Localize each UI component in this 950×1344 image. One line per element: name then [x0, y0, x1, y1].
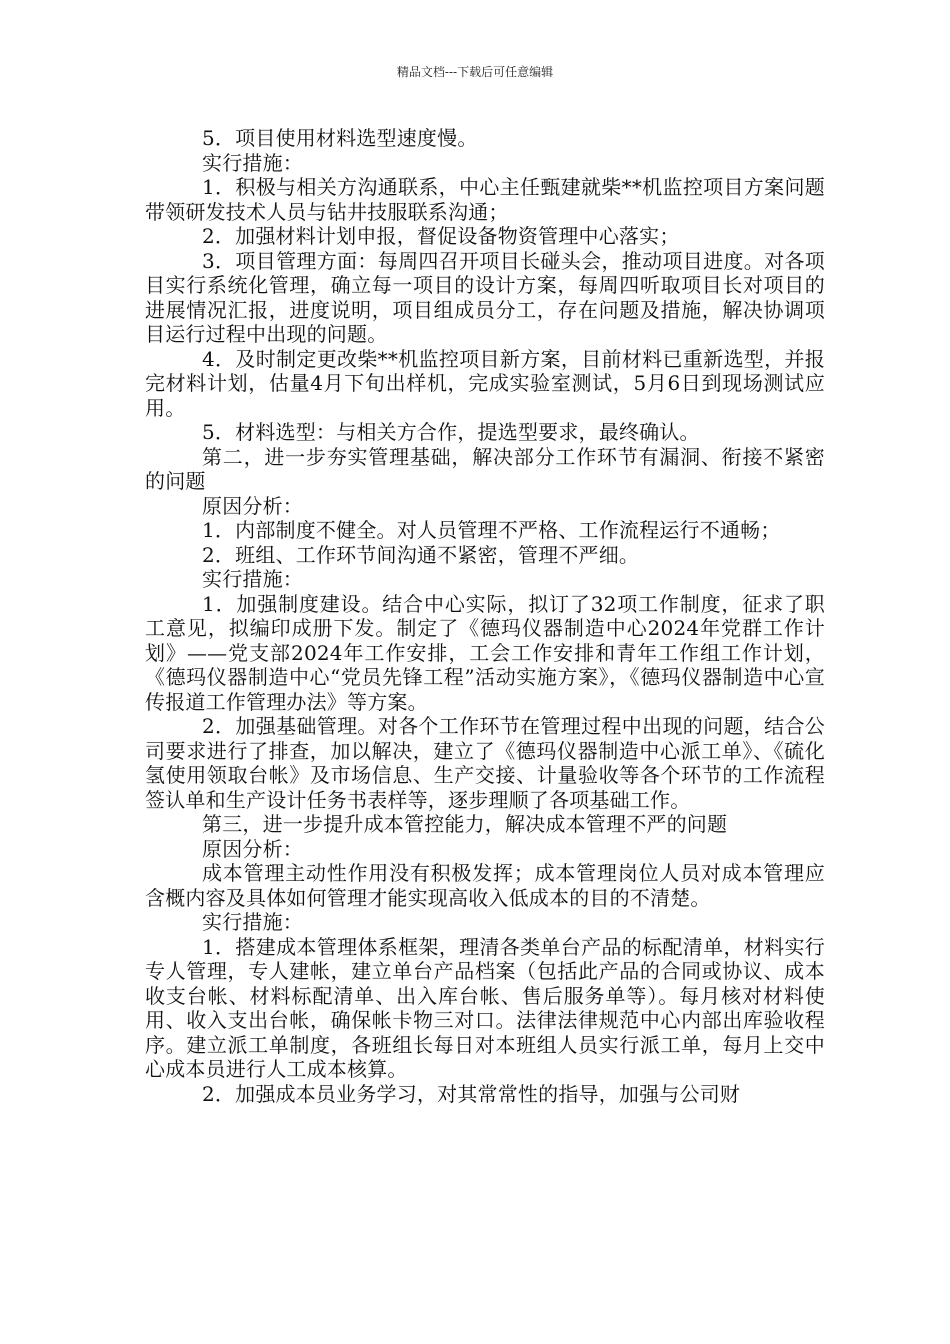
- section-heading: 第三，进一步提升成本管控能力，解决成本管理不严的问题: [202, 812, 728, 836]
- paragraph: 2．班组、工作环节间沟通不紧密，管理不严细。: [202, 542, 640, 567]
- paragraph: 3．项目管理方面：每周四召开项目长碰头会，推动项目进度。对各项目实行系统化管理，确立每一项目的设计方案，每周四听取项目长对项目的进展情况汇报，进度说明，项目组成员分工，存在问题及措施，解决协调项目运行过程中出现的问题。: [145, 248, 825, 346]
- paragraph: 2．加强基础管理。对各个工作环节在管理过程中出现的问题，结合公司要求进行了排查，加以解决，建立了《德玛仪器制造中心派工单》、《硫化氢使用领取台帐》及市场信息、生产交接、计量验收等各个环节的工作流程签认单和生产设计任务书表样等，逐步理顺了各项基础工作。: [145, 714, 825, 812]
- paragraph: 5．项目使用材料选型速度慢。: [202, 126, 478, 150]
- document-body: [145, 126, 825, 1106]
- section-label: 实行措施：: [202, 150, 303, 175]
- paragraph: 1．内部制度不健全。对人员管理不严格、工作流程运行不通畅；: [202, 518, 781, 542]
- paragraph: 成本管理主动性作用没有积极发挥；成本管理岗位人员对成本管理应含概内容及具体如何管理才能实现高收入低成本的目的不清楚。: [145, 861, 825, 910]
- section-heading: 第二，进一步夯实管理基础，解决部分工作环节有漏洞、衔接不紧密的问题: [145, 444, 825, 493]
- paragraph: 5．材料选型：与相关方合作，提选型要求，最终确认。: [202, 420, 700, 444]
- paragraph: 1．加强制度建设。结合中心实际，拟订了32项工作制度，征求了职工意见，拟编印成册下发。制定了《德玛仪器制造中心2024年党群工作计划》——党支部2024年工作安排，工会工作安排和青年工作组工作计划，《德玛仪器制造中心“党员先锋工程”活动实施方案》，《德玛仪器制造中心宣传报道工作管理办法》等方案。: [145, 591, 825, 714]
- section-label: 原因分析：: [202, 836, 303, 861]
- paragraph: 1．积极与相关方沟通联系，中心主任甄建就柴**机监控项目方案问题带领研发技术人员与钻井技服联系沟通；: [145, 175, 825, 224]
- paragraph: 2．加强材料计划申报，督促设备物资管理中心落实；: [202, 224, 680, 248]
- section-label: 原因分析：: [202, 493, 303, 518]
- section-label: 实行措施：: [202, 567, 303, 591]
- paragraph: 1．搭建成本管理体系框架，理清各类单台产品的标配清单，材料实行专人管理，专人建帐，建立单台产品档案（包括此产品的合同或协议、成本收支台帐、材料标配清单、出入库台帐、售后服务单等）。每月核对材料使用、收入支出台帐，确保帐卡物三对口。法律法律规范中心内部出库验收程序。建立派工单制度，各班组长每日对本班组人员实行派工单，每月上交中心成本员进行人工成本核算。: [145, 934, 825, 1081]
- section-label: 实行措施：: [202, 910, 303, 934]
- page-header: 精品文档---下载后可任意编辑: [396, 65, 554, 79]
- paragraph: 2．加强成本员业务学习，对其常常性的指导，加强与公司财: [202, 1081, 741, 1106]
- paragraph: 4．及时制定更改柴**机监控项目新方案，目前材料已重新选型，并报完材料计划，估量4月下旬出样机，完成实验室测试，5月6日到现场测试应用。: [145, 346, 825, 420]
